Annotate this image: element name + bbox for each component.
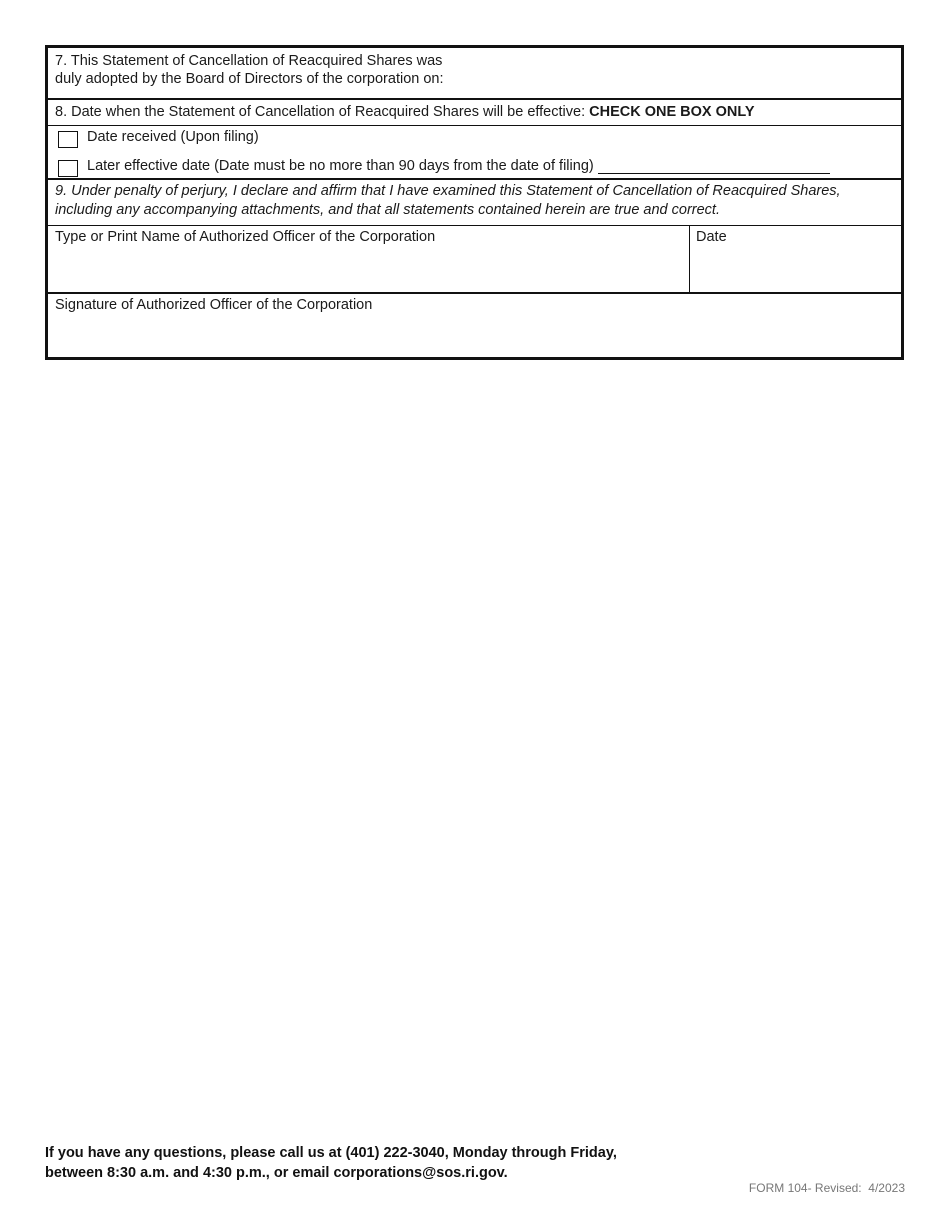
form-revision-id: FORM 104- Revised: 4/2023: [748, 1181, 905, 1195]
contact-information: [45, 1144, 617, 1183]
later-effective-date-label: Later effective date (Date must be no more than 90 days from the date of filing): [87, 158, 594, 174]
later-effective-date-checkbox[interactable]: [58, 160, 78, 177]
option-date-received: [58, 128, 259, 146]
officer-signature-field[interactable]: [48, 294, 901, 357]
effective-date-options: [48, 126, 901, 180]
officer-name-date-row: [48, 226, 901, 294]
signing-date-label: Date: [696, 229, 727, 245]
officer-signature-label: Signature of Authorized Officer of the Corporation: [55, 297, 373, 313]
contact-line-1: If you have any questions, please call us at (401) 222-3040, Monday through Friday,: [45, 1145, 617, 1161]
section-9-perjury-declaration: [48, 180, 901, 226]
option-later-effective-date: [58, 157, 830, 175]
section-7-adoption-date[interactable]: [48, 48, 901, 100]
date-received-checkbox[interactable]: [58, 131, 78, 148]
cancellation-statement-form: [45, 45, 904, 360]
contact-line-2: between 8:30 a.m. and 4:30 p.m., or email corporations@sos.ri.gov.: [45, 1164, 508, 1181]
declaration-line-2: including any accompanying attachments, and that all statements contained herein are true and correct.: [55, 202, 720, 218]
officer-name-field[interactable]: [48, 226, 690, 292]
later-effective-date-field[interactable]: [598, 159, 830, 174]
section-7-line-1: 7. This Statement of Cancellation of Reacquired Shares was: [55, 53, 443, 69]
check-one-box-instruction: CHECK ONE BOX ONLY: [589, 104, 755, 120]
officer-name-label: Type or Print Name of Authorized Officer of the Corporation: [55, 229, 436, 245]
signing-date-field[interactable]: [690, 226, 901, 292]
section-8-effective-date: [48, 100, 901, 126]
section-7-line-2: duly adopted by the Board of Directors of the corporation on:: [55, 71, 444, 87]
date-received-label: Date received (Upon filing): [87, 129, 259, 145]
section-8-label: 8. Date when the Statement of Cancellation of Reacquired Shares will be effective:: [55, 104, 590, 120]
declaration-line-1: 9. Under penalty of perjury, I declare and affirm that I have examined this Statement of Cancellation of Reacquired Shares,: [55, 183, 841, 199]
